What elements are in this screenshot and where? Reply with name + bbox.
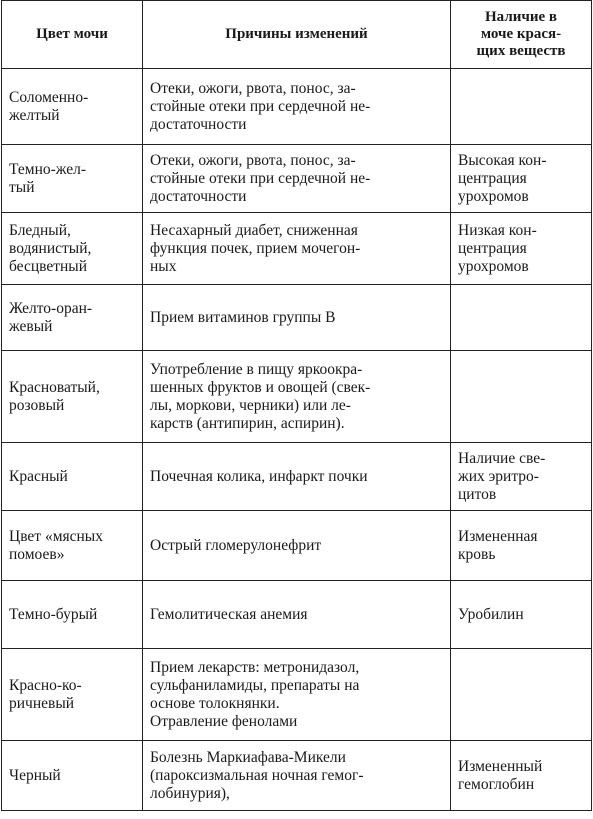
table-row — [2, 511, 592, 581]
cell-color: Соломенно- желтый — [2, 69, 143, 145]
table-row — [2, 213, 592, 285]
cell-pigments: Наличие све- жих эритро- цитов — [451, 443, 592, 511]
cell-pigments: Измененный гемоглобин — [451, 741, 592, 811]
table-row — [2, 581, 592, 649]
cell-causes: Острый гломерулонефрит — [143, 511, 451, 581]
cell-causes: Несахарный диабет, сниженная функция почек, прием мочегон- ных — [143, 213, 451, 285]
cell-causes: Прием витаминов группы В — [143, 285, 451, 351]
table-row — [2, 351, 592, 443]
cell-pigments: Высокая кон- центрация урохромов — [451, 145, 592, 213]
cell-pigments — [451, 285, 592, 351]
cell-causes: Гемолитическая анемия — [143, 581, 451, 649]
cell-color: Темно-жел- тый — [2, 145, 143, 213]
cell-color: Бледный, водянистый, бесцветный — [2, 213, 143, 285]
table-header-row — [2, 1, 592, 69]
cell-pigments — [451, 69, 592, 145]
table-row — [2, 145, 592, 213]
cell-pigments — [451, 649, 592, 741]
table-row — [2, 69, 592, 145]
cell-causes: Отеки, ожоги, рвота, понос, за- стойные отеки при сердечной не- достаточности — [143, 145, 451, 213]
table-row — [2, 285, 592, 351]
cell-color: Желто-оран- жевый — [2, 285, 143, 351]
cell-causes: Употребление в пищу яркоокра- шенных фруктов и овощей (свек- лы, моркови, черники) или ле- карств (антипирин, аспирин). — [143, 351, 451, 443]
cell-color: Цвет «мясных помоев» — [2, 511, 143, 581]
cell-color: Черный — [2, 741, 143, 811]
cell-color: Красный — [2, 443, 143, 511]
cell-causes: Болезнь Маркиафава-Микели (пароксизмальная ночная гемог- лобинурия), — [143, 741, 451, 811]
header-causes: Причины изменений — [143, 1, 451, 69]
table-row — [2, 649, 592, 741]
header-pigments: Наличие в моче крася- щих веществ — [451, 1, 592, 69]
table-row — [2, 741, 592, 811]
cell-pigments — [451, 351, 592, 443]
cell-causes: Прием лекарств: метронидазол, сульфаниламиды, препараты на основе толокнянки. Отравление фенолами — [143, 649, 451, 741]
urine-color-table — [1, 0, 592, 811]
cell-color: Темно-бурый — [2, 581, 143, 649]
cell-causes: Почечная колика, инфаркт почки — [143, 443, 451, 511]
cell-pigments: Измененная кровь — [451, 511, 592, 581]
cell-pigments: Низкая кон- центрация урохромов — [451, 213, 592, 285]
cell-pigments: Уробилин — [451, 581, 592, 649]
cell-causes: Отеки, ожоги, рвота, понос, за- стойные отеки при сердечной не- достаточности — [143, 69, 451, 145]
cell-color: Красно-ко- ричневый — [2, 649, 143, 741]
header-color: Цвет мочи — [2, 1, 143, 69]
cell-color: Красноватый, розовый — [2, 351, 143, 443]
table-row — [2, 443, 592, 511]
